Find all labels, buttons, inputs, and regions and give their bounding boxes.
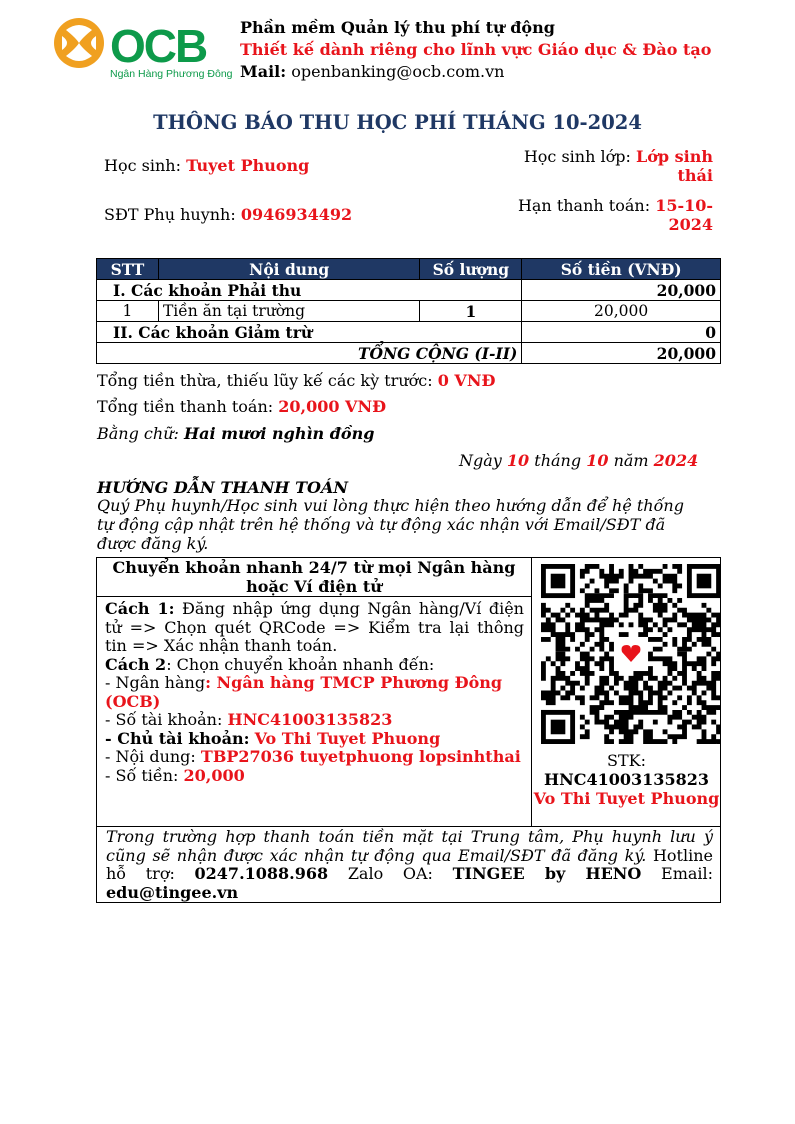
class-info: [490, 147, 713, 185]
guide-intro: Quý Phụ huynh/Học sinh vui lòng thực hiện theo hướng dẫn để hệ thống tự động cập nhật trên hệ thống và tự động xác nhận với Email/SĐT đã được đăng ký.: [97, 496, 684, 553]
payment-instructions: [105, 600, 524, 785]
due-value-cont: 2024: [668, 215, 713, 234]
fee-table: [96, 258, 721, 364]
phone-info: [104, 205, 352, 224]
header-line1: Phần mềm Quản lý thu phí tự động: [240, 18, 555, 37]
payment-footer: [106, 828, 713, 902]
class-value: Lớp sinh: [635, 147, 713, 166]
date-thang: tháng: [534, 451, 582, 470]
section1-label: I. Các khoản Phải thu: [97, 280, 522, 301]
header-mail: [240, 62, 504, 81]
section1-amount: 20,000: [522, 280, 721, 301]
owner-label: - Chủ tài khoản:: [105, 728, 250, 748]
account-label: - Số tài khoản:: [105, 710, 223, 729]
guide-title: HƯỚNG DẪN THANH TOÁN: [97, 478, 348, 497]
bank-value: : Ngân hàng TMCP Phương Đông (OCB): [105, 673, 503, 711]
logo-wordmark: OCB: [110, 20, 207, 72]
date-line: [459, 451, 698, 470]
header-line2: Thiết kế dành riêng cho lĩnh vực Giáo dục & Đào tạo: [240, 40, 712, 59]
student-label: Học sinh:: [104, 156, 181, 175]
qr-owner: Vo Thi Tuyet Phuong: [533, 789, 720, 808]
owner-line: [105, 730, 524, 749]
qr-account: HNC41003135823: [544, 770, 709, 789]
student-value: Tuyet Phuong: [186, 156, 310, 175]
phone-label: SĐT Phụ huynh:: [104, 205, 236, 224]
words-line: [97, 424, 374, 443]
table-row: [97, 280, 721, 301]
due-info: [490, 196, 713, 234]
student-info: [104, 156, 309, 175]
cash-note: Trong trường hợp thanh toán tiền mặt tại Trung tâm, Phụ huynh lưu ý cũng sẽ nhận được xác nhận tự động qua Email/SĐT đã đăng ký.: [106, 827, 713, 865]
balance-label: Tổng tiền thừa, thiếu lũy kế các kỳ trước:: [97, 371, 433, 390]
memo-label: - Nội dung:: [105, 747, 196, 766]
method2-text: : Chọn chuyển khoản nhanh đến:: [166, 654, 435, 674]
amount-line: [105, 767, 524, 786]
method2-label: Cách 2: [105, 654, 167, 674]
page-title: THÔNG BÁO THU HỌC PHÍ THÁNG 10-2024: [153, 111, 642, 134]
ocb-logo: [52, 16, 234, 82]
date-month: 10: [586, 451, 609, 470]
payment-box-title: Chuyển khoản nhanh 24/7 từ mọi Ngân hàng hoặc Ví điện tử: [112, 558, 516, 596]
due-value: 15-10-: [655, 196, 713, 215]
logo-subtitle: Ngân Hàng Phương Đông: [110, 68, 233, 80]
method1-label: Cách 1:: [105, 599, 175, 618]
table-row: [97, 301, 721, 322]
memo-value[interactable]: TBP27036 tuyetphuong lopsinhthai: [200, 747, 521, 766]
total-amount: 20,000: [522, 343, 721, 364]
class-value-cont: thái: [677, 166, 713, 185]
zalo-label: Zalo OA:: [347, 864, 433, 883]
account-line: [105, 711, 524, 730]
method2: [105, 656, 524, 675]
amount-label: - Số tiền:: [105, 765, 179, 785]
hotline-label: Hotline hỗ trợ:: [106, 845, 713, 883]
method1: [105, 600, 524, 656]
pay-total-value: 20,000 VNĐ: [278, 397, 387, 416]
section2-label: II. Các khoản Giảm trừ: [97, 322, 522, 343]
words-label: Bằng chữ:: [97, 424, 179, 443]
date-day: 10: [506, 451, 530, 470]
col-stt: STT: [97, 259, 159, 280]
hotline-value[interactable]: 0247.1088.968: [194, 864, 329, 883]
account-value[interactable]: HNC41003135823: [227, 710, 393, 729]
payment-box: [96, 557, 721, 903]
pay-total-line: [97, 397, 386, 416]
zalo-value[interactable]: TINGEE by HENO: [452, 864, 642, 883]
table-row: [97, 322, 721, 343]
table-total-row: [97, 343, 721, 364]
phone-value: 0946934492: [240, 205, 353, 224]
row-stt: 1: [97, 301, 159, 322]
bank-line: [105, 674, 524, 711]
balance-value: 0 VNĐ: [437, 371, 496, 390]
row-qty: 1: [420, 301, 522, 322]
date-ngay: Ngày: [459, 451, 502, 470]
class-label: Học sinh lớp:: [523, 147, 631, 166]
balance-line: [97, 371, 495, 390]
col-amount: Số tiền (VNĐ): [522, 259, 721, 280]
owner-value: Vo Thi Tuyet Phuong: [254, 728, 441, 748]
bank-label: - Ngân hàng: [105, 673, 206, 692]
total-label: TỔNG CỘNG (I-II): [97, 343, 522, 364]
email-value[interactable]: edu@tingee.vn: [106, 882, 239, 902]
row-content: Tiền ăn tại trường: [158, 301, 419, 322]
qr-stk-label: STK:: [607, 751, 646, 770]
row-amount: 20,000: [522, 301, 721, 322]
amount-value: 20,000: [183, 765, 245, 785]
mail-label: Mail:: [240, 62, 287, 81]
memo-line: [105, 748, 524, 767]
section2-amount: 0: [522, 322, 721, 343]
col-content: Nội dung: [158, 259, 419, 280]
mail-value[interactable]: openbanking@ocb.com.vn: [291, 62, 505, 81]
table-header-row: [97, 259, 721, 280]
email-label: Email:: [661, 864, 714, 883]
words-value: Hai mươi nghìn đồng: [183, 424, 375, 443]
qr-caption: [533, 751, 720, 808]
pay-total-label: Tổng tiền thanh toán:: [97, 397, 274, 416]
qr-code-icon[interactable]: [541, 564, 721, 744]
method1-text: Đăng nhập ứng dụng Ngân hàng/Ví điện tử => Chọn quét QRCode => Kiểm tra lại thông tin => Xác nhận thanh toán.: [105, 599, 524, 655]
due-label: Hạn thanh toán:: [517, 196, 651, 215]
date-year: 2024: [653, 451, 699, 470]
col-qty: Số lượng: [420, 259, 522, 280]
date-nam: năm: [613, 451, 649, 470]
